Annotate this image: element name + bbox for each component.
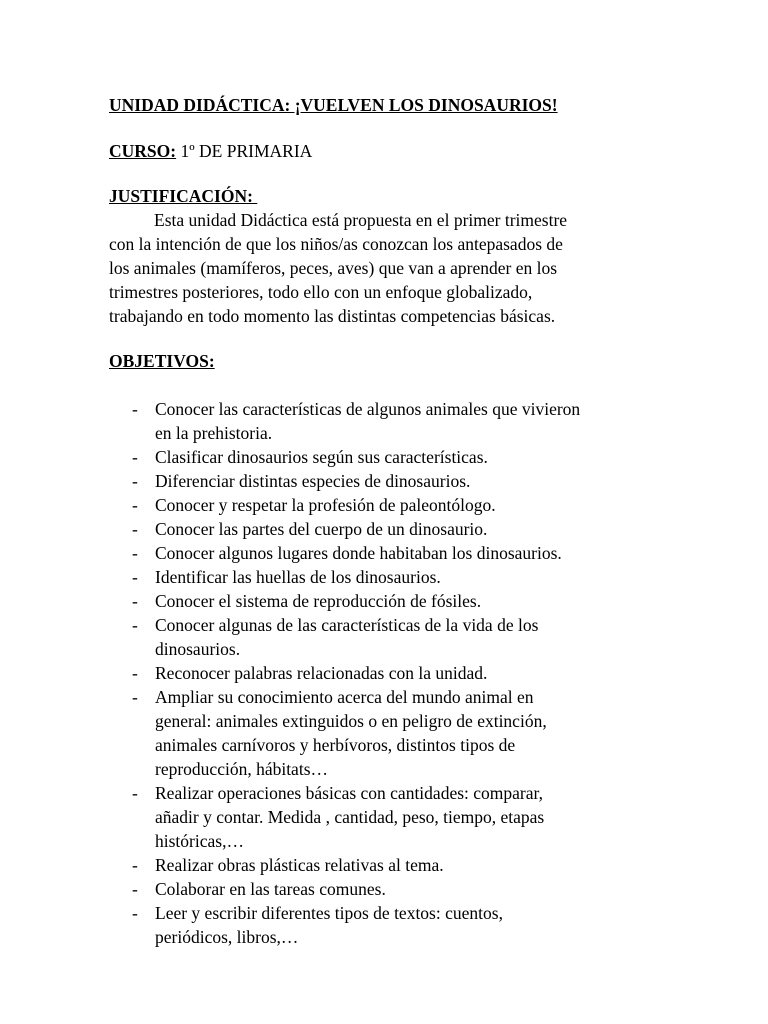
objective-item (109, 661, 689, 685)
objective-text-line: Leer y escribir diferentes tipos de textos: cuentos, (155, 903, 503, 923)
bullet-dash: - (132, 903, 138, 923)
objective-text-line: históricas,… (155, 831, 244, 851)
objective-item (109, 397, 689, 445)
objective-text-line: dinosaurios. (155, 639, 241, 659)
objectives-list (109, 397, 689, 949)
bullet-dash: - (132, 687, 138, 707)
objective-text-line: animales carnívoros y herbívoros, distintos tipos de (155, 735, 516, 755)
objective-text-line: Conocer y respetar la profesión de paleontólogo. (155, 495, 496, 515)
objectives-heading: OBJETIVOS: (109, 351, 215, 371)
objective-item (109, 589, 689, 613)
bullet-dash: - (132, 399, 138, 419)
bullet-dash: - (132, 855, 138, 875)
objective-text-line: Conocer el sistema de reproducción de fósiles. (155, 591, 482, 611)
objective-text-line: Realizar operaciones básicas con cantidades: comparar, (155, 783, 543, 803)
bullet-dash: - (132, 519, 138, 539)
objective-item (109, 517, 689, 541)
objective-item (109, 781, 689, 853)
justification-heading: JUSTIFICACIÓN: (109, 186, 258, 206)
objective-item (109, 469, 689, 493)
objective-text-line: Ampliar su conocimiento acerca del mundo animal en (155, 687, 534, 707)
course-line (109, 139, 689, 163)
objective-item (109, 853, 689, 877)
objective-text-line: Conocer las partes del cuerpo de un dinosaurio. (155, 519, 488, 539)
course-value: 1º DE PRIMARIA (176, 141, 313, 161)
objective-text-line: Conocer las características de algunos animales que vivieron (155, 399, 581, 419)
objective-text-line: Clasificar dinosaurios según sus características. (155, 447, 488, 467)
objective-text-line: reproducción, hábitats… (155, 759, 329, 779)
document-page (109, 93, 689, 949)
objective-item (109, 445, 689, 469)
bullet-dash: - (132, 471, 138, 491)
bullet-dash: - (132, 567, 138, 587)
bullet-dash: - (132, 783, 138, 803)
objective-text-line: Colaborar en las tareas comunes. (155, 879, 386, 899)
bullet-dash: - (132, 663, 138, 683)
justification-line: trabajando en todo momento las distintas competencias básicas. (109, 306, 556, 326)
objective-text-line: añadir y contar. Medida , cantidad, peso, tiempo, etapas (155, 807, 545, 827)
objective-text-line: Reconocer palabras relacionadas con la unidad. (155, 663, 488, 683)
objective-text-line: Conocer algunos lugares donde habitaban los dinosaurios. (155, 543, 562, 563)
objective-text-line: general: animales extinguidos o en peligro de extinción, (155, 711, 547, 731)
objective-item (109, 685, 689, 781)
objective-item (109, 877, 689, 901)
objective-item (109, 901, 689, 949)
objective-text-line: periódicos, libros,… (155, 927, 299, 947)
objective-text-line: en la prehistoria. (155, 423, 273, 443)
objective-item (109, 541, 689, 565)
course-label: CURSO: (109, 141, 177, 161)
objective-item (109, 613, 689, 661)
bullet-dash: - (132, 447, 138, 467)
justification-line: los animales (mamíferos, peces, aves) que van a aprender en los (109, 258, 558, 278)
objective-item (109, 565, 689, 589)
objective-text-line: Diferenciar distintas especies de dinosaurios. (155, 471, 471, 491)
objective-item (109, 493, 689, 517)
objective-text-line: Realizar obras plásticas relativas al tema. (155, 855, 444, 875)
justification-line: trimestres posteriores, todo ello con un enfoque globalizado, (109, 282, 533, 302)
bullet-dash: - (132, 543, 138, 563)
bullet-dash: - (132, 615, 138, 635)
justification-paragraph (109, 208, 689, 328)
objective-text-line: Identificar las huellas de los dinosaurios. (155, 567, 441, 587)
justification-line: Esta unidad Didáctica está propuesta en el primer trimestre (154, 210, 568, 230)
unit-title: UNIDAD DIDÁCTICA: ¡VUELVEN LOS DINOSAURIOS! (109, 95, 558, 115)
bullet-dash: - (132, 879, 138, 899)
objective-text-line: Conocer algunas de las características de la vida de los (155, 615, 539, 635)
bullet-dash: - (132, 591, 138, 611)
bullet-dash: - (132, 495, 138, 515)
justification-line: con la intención de que los niños/as conozcan los antepasados de (109, 234, 563, 254)
